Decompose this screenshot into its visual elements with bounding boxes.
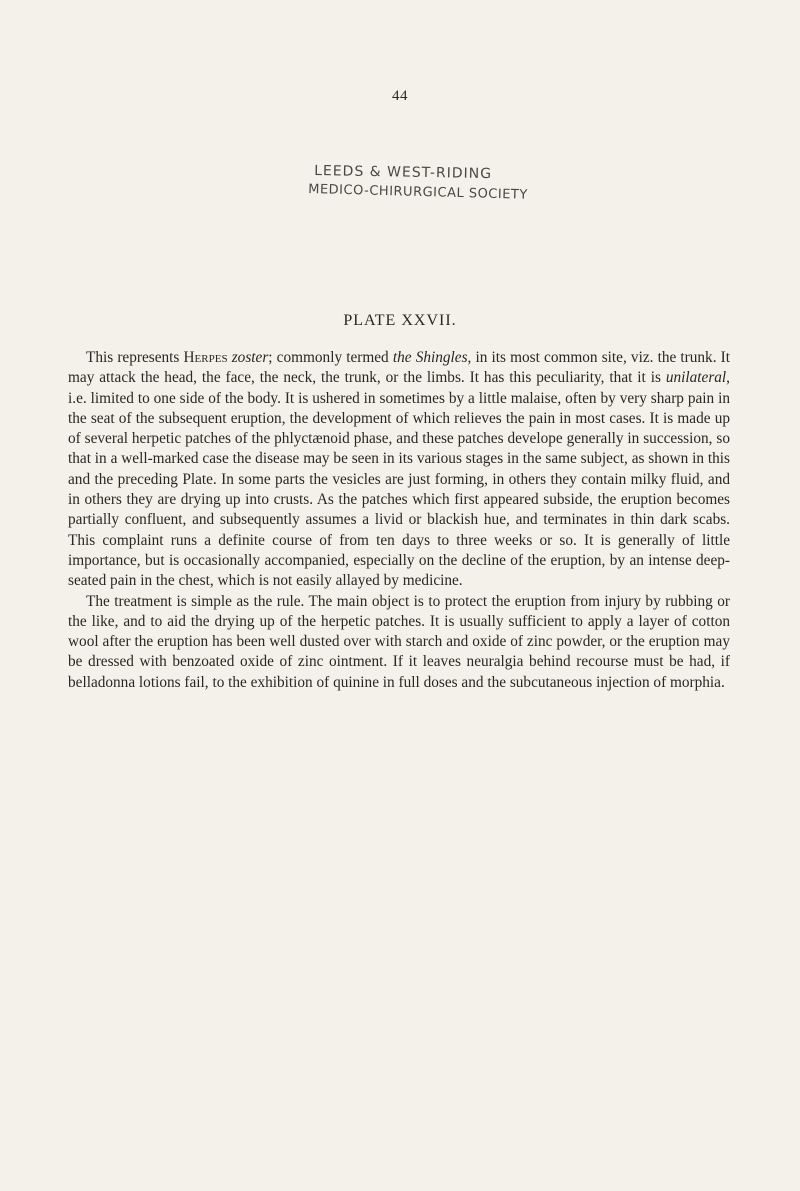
term-zoster: zoster xyxy=(231,349,269,366)
term-herpes: Herpes xyxy=(183,349,228,366)
body-text xyxy=(68,348,730,693)
paragraph-1-text-d: , in its most common site, viz. the trunk. It may attack the head, the face, the neck, the trunk, or the limbs. It has this peculiarity, that it is xyxy=(68,349,731,387)
plate-title: PLATE XXVII. xyxy=(343,312,457,329)
paragraph-1-text-e: , i.e. limited to one side of the body. It is ushered in sometimes by a little malaise, often by very sharp pain in the seat of the subsequent eruption, the development of which relieves the pain in most cases. It is made up of several herpetic patches of the phlyctænoid phase, and these patches develope generally in succession, so that in a well-marked case the disease may be seen in its various stages in the same subject, as shown in this and the preceding Plate. In some parts the vesicles are just forming, in others they contain milky fluid, and in others they are drying up into crusts. As the patches which first appeared subside, the eruption becomes partially confluent, and subsequently assumes a livid or blackish hue, and terminates in thin dark scabs. This complaint runs a definite course of from ten days to three weeks or so. It is generally of little importance, but is occasionally accompanied, especially on the decline of the eruption, by an intense deep-seated pain in the chest, which is not easily allayed by medicine. xyxy=(68,369,730,590)
term-shingles: the Shingles xyxy=(392,349,468,366)
stamp-line-2: MEDICO-CHIRURGICAL SOCIETY xyxy=(308,182,528,203)
page-number: 44 xyxy=(392,88,408,104)
paragraph-2: The treatment is simple as the rule. The main object is to protect the eruption from injury by rubbing or the like, and to aid the drying up of the herpetic patches. It is usually sufficient to apply a layer of cotton wool after the eruption has been well dusted over with starch and oxide of zinc powder, or the eruption may be dressed with benzoated oxide of zinc ointment. If it leaves neuralgia behind recourse must be had, if belladonna lotions fail, to the exhibition of quinine in full doses and the subcutaneous injection of morphia. xyxy=(68,592,730,691)
paragraph-1-text-c: ; commonly termed xyxy=(268,349,393,366)
library-stamp xyxy=(308,163,528,203)
term-unilateral: unilateral xyxy=(665,369,727,387)
paragraph-1 xyxy=(68,348,730,592)
stamp-line-1: LEEDS & WEST-RIDING xyxy=(314,163,493,183)
paragraph-1-text-a: This represents xyxy=(86,349,184,366)
